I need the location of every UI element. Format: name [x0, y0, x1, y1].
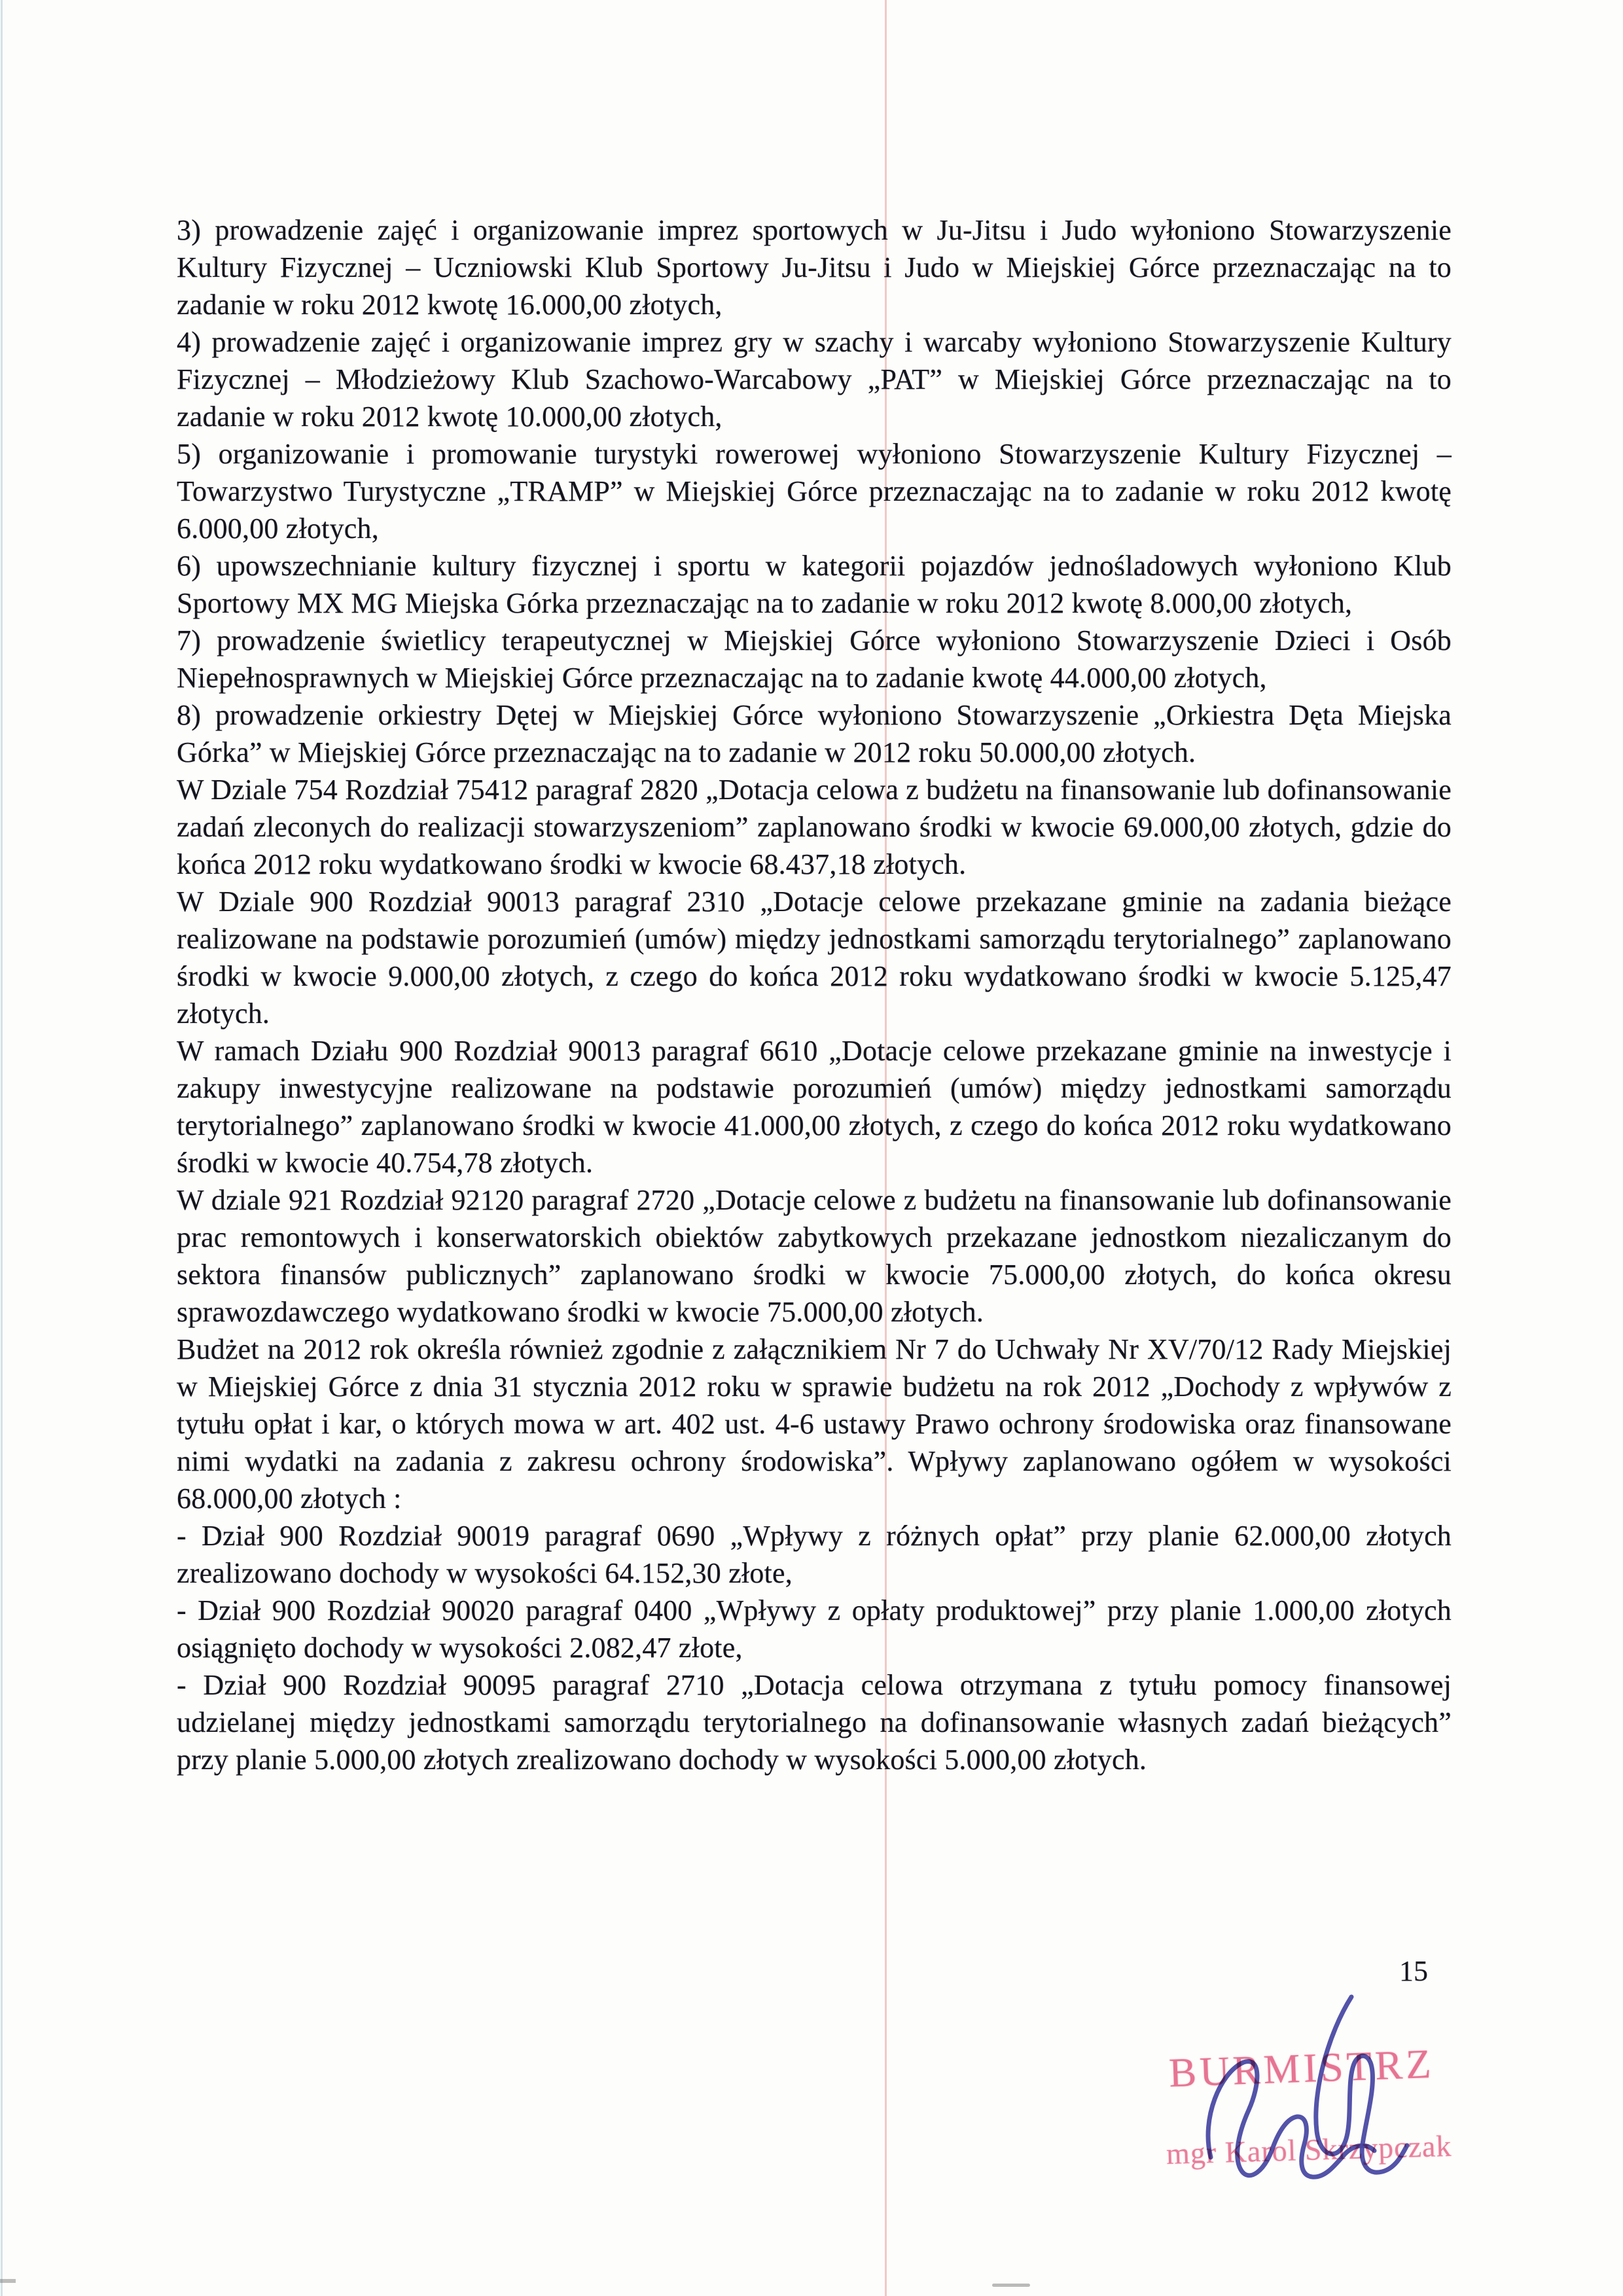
document-paragraph: - Dział 900 Rozdział 90095 paragraf 2710 „Dotacja celowa otrzymana z tytułu pomocy finansowej udzielanej między jednostkami samorządu terytorialnego na dofinansowanie własnych zadań bieżących” przy planie 5.000,00 złotych zrealizowano dochody w wysokości 5.000,00 złotych. [177, 1669, 1452, 1776]
scan-edge-artifact [1, 0, 3, 2296]
mayor-stamp-title: BURMISTRZ [1168, 2040, 1435, 2096]
document-paragraph: 3) prowadzenie zajęć i organizowanie imprez sportowych w Ju-Jitsu i Judo wyłoniono Stowarzyszenie Kultury Fizycznej – Uczniowski Klub Sportowy Ju-Jitsu i Judo w Miejskiej Górce przeznaczając na to zadanie w roku 2012 kwotę 16.000,00 złotych, [177, 214, 1452, 321]
scan-smudge-artifact [0, 2279, 16, 2283]
page-number: 15 [1399, 1955, 1428, 1987]
document-paragraph: W Dziale 900 Rozdział 90013 paragraf 2310 „Dotacje celowe przekazane gminie na zadania bieżące realizowane na podstawie porozumień (umów) między jednostkami samorządu terytorialnego” zaplanowano środki w kwocie 9.000,00 złotych, z czego do końca 2012 roku wydatkowano środki w kwocie 5.125,47 złotych. [177, 886, 1452, 1030]
document-paragraph: Budżet na 2012 rok określa również zgodnie z załącznikiem Nr 7 do Uchwały Nr XV/70/12 Rady Miejskiej w Miejskiej Górce z dnia 31 stycznia 2012 roku w sprawie budżetu na rok 2012 „Dochody z wpływów z tytułu opłat i kar, o których mowa w art. 402 ust. 4-6 ustawy Prawo ochrony środowiska oraz finansowane nimi wydatki na zadania z zakresu ochrony środowiska”. Wpływy zaplanowano ogółem w wysokości 68.000,00 złotych : [177, 1333, 1452, 1515]
handwritten-signature [1191, 1994, 1427, 2190]
document-paragraph: - Dział 900 Rozdział 90019 paragraf 0690 „Wpływy z różnych opłat” przy planie 62.000,00 złotych zrealizowano dochody w wysokości 64.152,30 złote, [177, 1520, 1452, 1589]
document-paragraph: W Dziale 754 Rozdział 75412 paragraf 2820 „Dotacja celowa z budżetu na finansowanie lub dofinansowanie zadań zleconych do realizacji stowarzyszeniom” zaplanowano środki w kwocie 69.000,00 złotych, gdzie do końca 2012 roku wydatkowano środki w kwocie 68.437,18 złotych. [177, 774, 1452, 880]
document-paragraph: 5) organizowanie i promowanie turystyki rowerowej wyłoniono Stowarzyszenie Kultury Fizycznej – Towarzystwo Turystyczne „TRAMP” w Miejskiej Górce przeznaczając na to zadanie w roku 2012 kwotę 6.000,00 złotych, [177, 438, 1452, 545]
document-paragraph: 8) prowadzenie orkiestry Dętej w Miejskiej Górce wyłoniono Stowarzyszenie „Orkiestra Dęta Miejska Górka” w Miejskiej Górce przeznaczając na to zadanie w 2012 roku 50.000,00 złotych. [177, 699, 1452, 768]
scan-smudge-artifact [992, 2284, 1030, 2287]
document-paragraph: 6) upowszechnianie kultury fizycznej i sportu w kategorii pojazdów jednośladowych wyłoniono Klub Sportowy MX MG Miejska Górka przeznaczając na to zadanie w roku 2012 kwotę 8.000,00 złotych, [177, 550, 1452, 619]
mayor-stamp-name: mgr Karol Skrzypczak [1166, 2128, 1453, 2171]
document-paragraph: 4) prowadzenie zajęć i organizowanie imprez gry w szachy i warcaby wyłoniono Stowarzyszenie Kultury Fizycznej – Młodzieżowy Klub Szachowo-Warcabowy „PAT” w Miejskiej Górce przeznaczając na to zadanie w roku 2012 kwotę 10.000,00 złotych, [177, 326, 1452, 433]
document-text [177, 211, 1452, 1778]
signature-stroke-loop [1316, 1997, 1407, 2172]
document-paragraph: W ramach Działu 900 Rozdział 90013 paragraf 6610 „Dotacje celowe przekazane gminie na inwestycje i zakupy inwestycyjne realizowane na podstawie porozumień (umów) między jednostkami samorządu terytorialnego” zaplanowano środki w kwocie 41.000,00 złotych, z czego do końca 2012 roku wydatkowano środki w kwocie 40.754,78 złotych. [177, 1035, 1452, 1179]
document-paragraph: - Dział 900 Rozdział 90020 paragraf 0400 „Wpływy z opłaty produktowej” przy planie 1.000,00 złotych osiągnięto dochody w wysokości 2.082,47 złote, [177, 1594, 1452, 1664]
document-paragraph: 7) prowadzenie świetlicy terapeutycznej w Miejskiej Górce wyłoniono Stowarzyszenie Dzieci i Osób Niepełnosprawnych w Miejskiej Górce przeznaczając na to zadanie kwotę 44.000,00 złotych, [177, 624, 1452, 694]
document-paragraph: W dziale 921 Rozdział 92120 paragraf 2720 „Dotacje celowe z budżetu na finansowanie lub dofinansowanie prac remontowych i konserwatorskich obiektów zabytkowych przekazane jednostkom niezaliczanym do sektora finansów publicznych” zaplanowano środki w kwocie 75.000,00 złotych, do końca okresu sprawozdawczego wydatkowano środki w kwocie 75.000,00 złotych. [177, 1184, 1452, 1328]
